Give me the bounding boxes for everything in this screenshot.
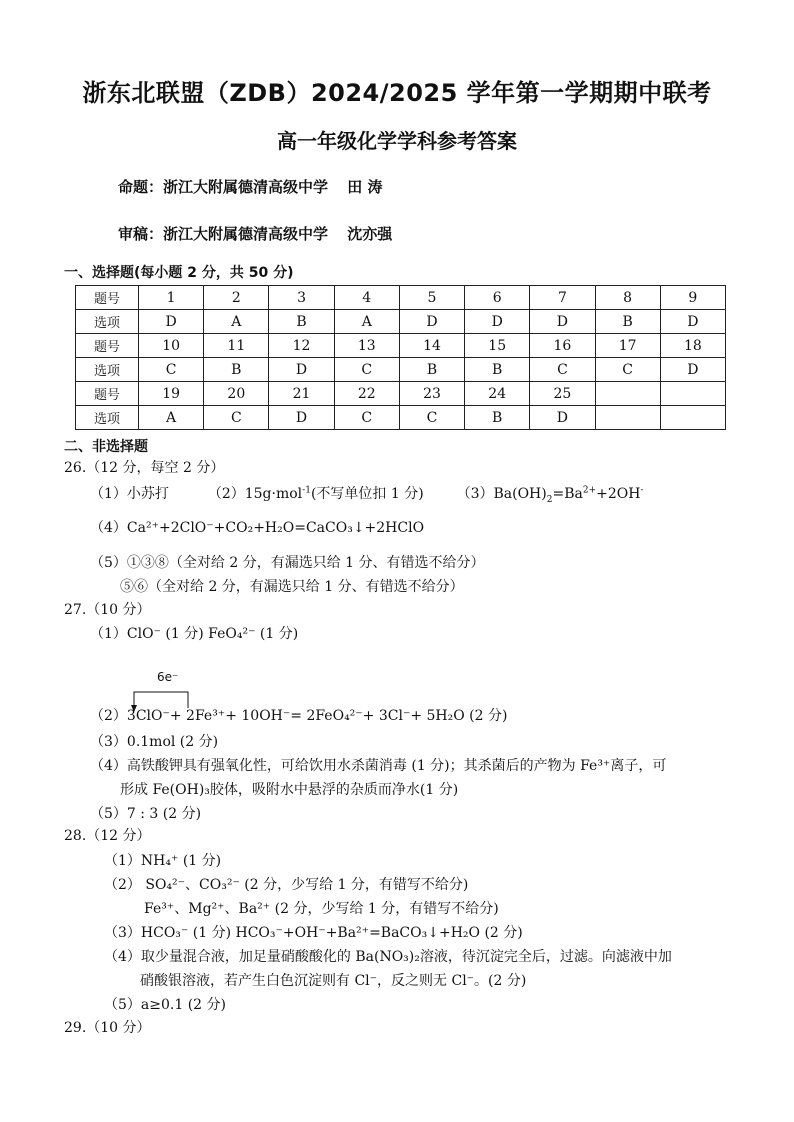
q29-head: 29.（10 分） [64, 1020, 151, 1036]
author-label: 命题：浙江大附属德清高级中学 [118, 178, 329, 196]
q26-a1: （1）小苏打 [90, 486, 169, 502]
table-cell: C [204, 406, 269, 430]
q26-a3-f: - [640, 485, 644, 496]
table-cell: 11 [204, 334, 269, 358]
q26-a2: （2）15g·mol [207, 486, 303, 502]
table-row [76, 286, 726, 310]
table-cell: D [399, 310, 464, 334]
table-cell: 20 [204, 382, 269, 406]
table-cell: A [139, 406, 204, 430]
table-cell: C [530, 358, 595, 382]
row-label: 选项 [76, 358, 139, 382]
title: 浙东北联盟（ZDB）2024/2025 学年第一学期期中联考 [82, 79, 712, 107]
table-cell: A [334, 310, 399, 334]
table-cell: 5 [399, 286, 464, 310]
q26-a3-e: +2OH [596, 486, 641, 502]
q26-a3-c: =Ba [552, 486, 583, 502]
reviewer-name: 沈亦强 [347, 225, 393, 243]
q27-a5: （5）7 : 3 (2 分) [90, 806, 202, 822]
q26-head: 26.（12 分，每空 2 分） [64, 460, 225, 476]
table-cell: C [139, 358, 204, 382]
table-cell: B [269, 310, 334, 334]
q26-a3-d: 2+ [582, 485, 597, 496]
table-cell: 8 [595, 286, 660, 310]
q26-a4: （4）Ca²⁺+2ClO⁻+CO₂+H₂O=CaCO₃↓+2HClO [90, 520, 425, 536]
table-row [76, 334, 726, 358]
table-cell: 16 [530, 334, 595, 358]
row-label: 选项 [76, 406, 139, 430]
table-cell: B [465, 358, 530, 382]
reviewer-label: 审稿：浙江大附属德清高级中学 [118, 225, 329, 243]
table-cell: 21 [269, 382, 334, 406]
table-cell: B [204, 358, 269, 382]
q27-a4-1: （4）高铁酸钾具有强氧化性，可给饮用水杀菌消毒 (1 分)；其杀菌后的产物为 Fe³⁺离子，可 [90, 758, 667, 774]
table-cell: 7 [530, 286, 595, 310]
q26-a3-a: （3）Ba(OH) [456, 486, 547, 502]
table-cell: 2 [204, 286, 269, 310]
table-cell: D [465, 310, 530, 334]
q28-a2-2: Fe³⁺、Mg²⁺、Ba²⁺ (2 分，少写给 1 分，有错写不给分) [144, 901, 499, 917]
table-cell: C [334, 358, 399, 382]
table-cell [595, 382, 660, 406]
q27-a2: （2）3ClO⁻+ 2Fe³⁺+ 10OH⁻= 2FeO₄²⁻+ 3Cl⁻+ 5H₂O (2 分) [90, 708, 508, 724]
q27-electron: 6e⁻ [157, 670, 179, 684]
q28-a5: （5）a≥0.1 (2 分) [104, 997, 226, 1013]
q26-a2-sup: -1 [302, 485, 311, 496]
table-cell: 12 [269, 334, 334, 358]
table-row [76, 358, 726, 382]
table-cell: 14 [399, 334, 464, 358]
table-cell: D [269, 358, 334, 382]
answer-table [75, 285, 726, 430]
table-cell [660, 382, 725, 406]
table-cell: A [204, 310, 269, 334]
section2-heading: 二、非选择题 [64, 439, 148, 455]
table-cell: D [269, 406, 334, 430]
q27-head: 27.（10 分） [64, 602, 151, 618]
author-name: 田 涛 [347, 178, 383, 196]
table-cell: 13 [334, 334, 399, 358]
table-cell: 6 [465, 286, 530, 310]
table-cell: C [399, 406, 464, 430]
table-cell: D [139, 310, 204, 334]
table-cell: D [660, 358, 725, 382]
q28-a3: （3）HCO₃⁻ (1 分) HCO₃⁻+OH⁻+Ba²⁺=BaCO₃↓+H₂O (2 分) [104, 925, 523, 941]
table-row [76, 310, 726, 334]
table-cell: 4 [334, 286, 399, 310]
table-cell [595, 406, 660, 430]
table-cell: C [595, 358, 660, 382]
table-cell: B [595, 310, 660, 334]
q28-a1: （1）NH₄⁺ (1 分) [104, 853, 222, 869]
table-cell [660, 406, 725, 430]
table-cell: 24 [465, 382, 530, 406]
subtitle: 高一年级化学学科参考答案 [277, 129, 517, 153]
author-line [118, 176, 382, 197]
reviewer-line [118, 223, 392, 244]
table-cell: 22 [334, 382, 399, 406]
table-cell: 23 [399, 382, 464, 406]
q28-a4-1: （4）取少量混合液，加足量硝酸酸化的 Ba(NO₃)₂溶液，待沉淀完全后，过滤。向滤液中加 [104, 949, 672, 965]
table-cell: D [530, 406, 595, 430]
q27-a4-2: 形成 Fe(OH)₃胶体，吸附水中悬浮的杂质而净水(1 分) [120, 782, 459, 798]
q26-a3-b: 2 [546, 494, 553, 505]
row-label: 题号 [76, 334, 139, 358]
q26-a2-tail: (不写单位扣 1 分) [310, 486, 424, 502]
row-label: 题号 [76, 382, 139, 406]
q26-line1 [90, 485, 644, 503]
table-cell: 25 [530, 382, 595, 406]
q27-a3: （3）0.1mol (2 分) [90, 734, 219, 750]
table-cell: 9 [660, 286, 725, 310]
q28-head: 28.（12 分） [64, 828, 151, 844]
table-cell: D [660, 310, 725, 334]
table-cell: B [465, 406, 530, 430]
table-cell: 19 [139, 382, 204, 406]
table-cell: 1 [139, 286, 204, 310]
table-cell: B [399, 358, 464, 382]
table-cell: 10 [139, 334, 204, 358]
table-cell: D [530, 310, 595, 334]
q28-a4-2: 硝酸银溶液，若产生白色沉淀则有 Cl⁻，反之则无 Cl⁻。(2 分) [140, 973, 527, 989]
q26-a5-1: （5）①③⑧（全对给 2 分，有漏选只给 1 分、有错选不给分） [90, 555, 485, 571]
table-cell: 17 [595, 334, 660, 358]
table-cell: C [334, 406, 399, 430]
table-cell: 3 [269, 286, 334, 310]
row-label: 题号 [76, 286, 139, 310]
q27-a1: （1）ClO⁻ (1 分) FeO₄²⁻ (1 分) [90, 626, 299, 642]
section1-heading: 一、选择题(每小题 2 分，共 50 分) [64, 265, 294, 281]
row-label: 选项 [76, 310, 139, 334]
table-cell: 18 [660, 334, 725, 358]
table-row [76, 406, 726, 430]
q26-a5-2: ⑤⑥（全对给 2 分，有漏选只给 1 分、有错选不给分） [120, 579, 464, 595]
q28-a2-1: （2） SO₄²⁻、CO₃²⁻ (2 分，少写给 1 分，有错写不给分) [104, 877, 469, 893]
table-cell: 15 [465, 334, 530, 358]
table-row [76, 382, 726, 406]
